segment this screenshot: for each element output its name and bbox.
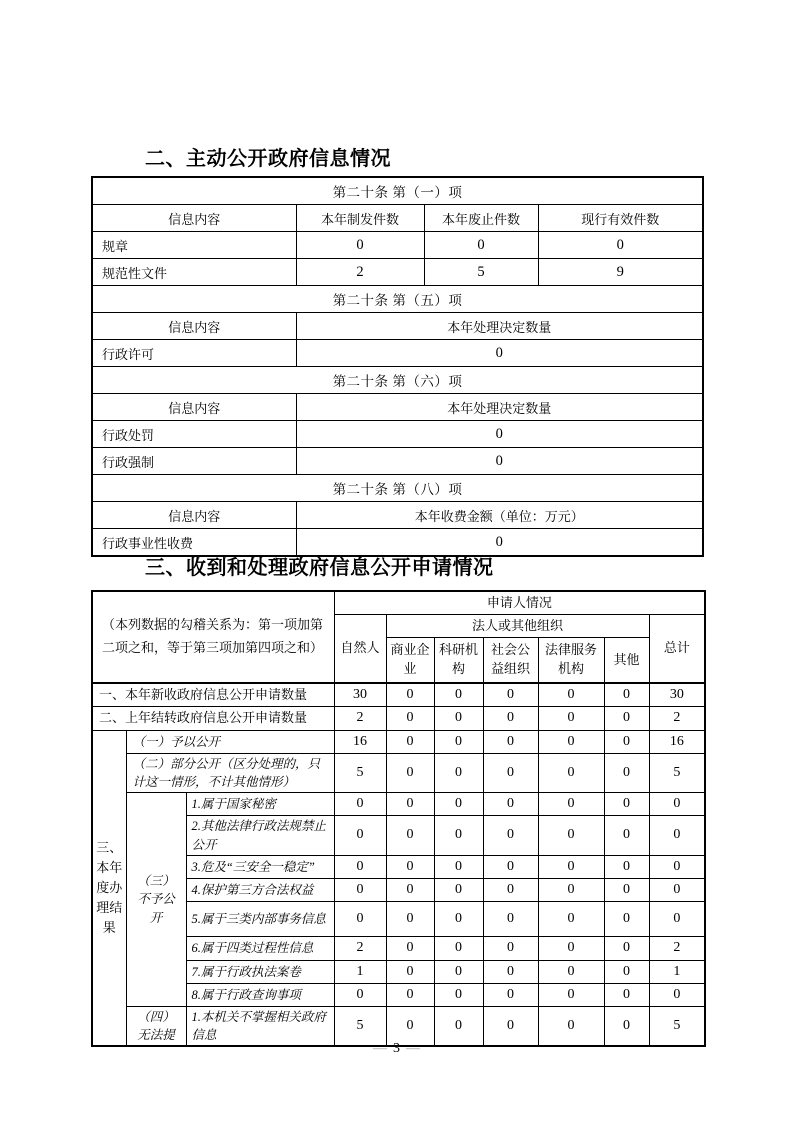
cell-value: 0 — [649, 983, 705, 1006]
cell-value: 0 — [434, 960, 483, 983]
cell-value: 0 — [434, 753, 483, 792]
cell-value: 0 — [649, 793, 705, 816]
cell-value: 0 — [386, 902, 434, 937]
cell-value: 0 — [538, 730, 604, 753]
row-label: （一）予以公开 — [126, 730, 334, 753]
section-header: 第二十条 第（一）项 — [92, 177, 703, 205]
cell-value: 2 — [334, 937, 386, 960]
column-header: 本年制发件数 — [296, 205, 424, 232]
column-header: 申请人情况 — [334, 591, 705, 615]
cell-value: 0 — [604, 816, 649, 855]
cell-value: 0 — [604, 855, 649, 878]
table-row — [92, 259, 703, 286]
reconciliation-note: （本列数据的勾稽关系为：第一项加第二项之和，等于第三项加第四项之和） — [92, 591, 334, 683]
column-header: 社会公益组织 — [483, 638, 538, 684]
cell-value: 0 — [483, 793, 538, 816]
page-number: 3 — [393, 1041, 400, 1056]
section-header: 第二十条 第（五）项 — [92, 286, 703, 313]
cell-value: 0 — [434, 816, 483, 855]
cell-value: 0 — [538, 816, 604, 855]
cell-value: 0 — [434, 878, 483, 901]
row-label: 1.属于国家秘密 — [186, 793, 334, 816]
cell-value: 0 — [334, 902, 386, 937]
row-label: 行政处罚 — [92, 421, 296, 448]
cell-value: 0 — [434, 902, 483, 937]
cell-value: 0 — [386, 753, 434, 792]
cell-value: 0 — [538, 1007, 604, 1047]
table-row — [92, 448, 703, 475]
cell-value: 0 — [483, 937, 538, 960]
cell-value: 0 — [424, 232, 538, 259]
cell-value: 1 — [649, 960, 705, 983]
column-header: 现行有效件数 — [538, 205, 703, 232]
cell-value: 0 — [604, 937, 649, 960]
cell-value: 1 — [334, 960, 386, 983]
row-label: 3.危及“三安全一稳定” — [186, 855, 334, 878]
cell-value: 0 — [296, 421, 703, 448]
column-header: 信息内容 — [92, 502, 296, 529]
cell-value: 0 — [483, 1007, 538, 1047]
cell-value: 0 — [649, 878, 705, 901]
cell-value: 0 — [538, 793, 604, 816]
row-group-label: （三）不予公开 — [126, 793, 186, 1007]
cell-value: 0 — [296, 529, 703, 557]
cell-value: 16 — [334, 730, 386, 753]
cell-value: 0 — [604, 960, 649, 983]
cell-value: 0 — [604, 730, 649, 753]
cell-value: 0 — [538, 902, 604, 937]
row-label: 二、上年结转政府信息公开申请数量 — [92, 707, 334, 730]
cell-value: 0 — [434, 730, 483, 753]
table-row — [92, 591, 705, 615]
table-row — [92, 177, 703, 205]
cell-value: 0 — [604, 753, 649, 792]
cell-value: 0 — [386, 878, 434, 901]
cell-value: 0 — [483, 960, 538, 983]
cell-value: 0 — [334, 793, 386, 816]
cell-value: 0 — [538, 753, 604, 792]
row-label: 行政许可 — [92, 340, 296, 367]
row-label: 2.其他法律行政法规禁止公开 — [186, 816, 334, 855]
section-header: 第二十条 第（六）项 — [92, 367, 703, 394]
cell-value: 0 — [434, 1007, 483, 1047]
row-label: 4.保护第三方合法权益 — [186, 878, 334, 901]
row-label: 6.属于四类过程性信息 — [186, 937, 334, 960]
cell-value: 0 — [483, 983, 538, 1006]
row-label: 行政强制 — [92, 448, 296, 475]
column-header: 总计 — [649, 615, 705, 684]
table-row — [92, 367, 703, 394]
cell-value: 0 — [434, 855, 483, 878]
cell-value: 0 — [296, 340, 703, 367]
cell-value: 0 — [334, 855, 386, 878]
cell-value: 0 — [386, 960, 434, 983]
cell-value: 0 — [386, 1007, 434, 1047]
cell-value: 5 — [334, 753, 386, 792]
cell-value: 0 — [434, 983, 483, 1006]
cell-value: 0 — [483, 753, 538, 792]
column-header: 其他 — [604, 638, 649, 684]
column-header: 商业企业 — [386, 638, 434, 684]
row-label: 1.本机关不掌握相关政府信息 — [186, 1007, 334, 1047]
footer-dash: — — [406, 1041, 420, 1056]
row-label: 7.属于行政执法案卷 — [186, 960, 334, 983]
cell-value: 5 — [649, 753, 705, 792]
cell-value: 0 — [296, 448, 703, 475]
cell-value: 0 — [538, 855, 604, 878]
cell-value: 0 — [604, 878, 649, 901]
cell-value: 0 — [386, 683, 434, 707]
cell-value: 0 — [334, 816, 386, 855]
cell-value: 0 — [649, 855, 705, 878]
section-header: 第二十条 第（八）项 — [92, 475, 703, 502]
cell-value: 0 — [434, 793, 483, 816]
row-label: 行政事业性收费 — [92, 529, 296, 557]
table-row — [92, 753, 705, 792]
table-row — [92, 683, 705, 707]
cell-value: 0 — [604, 683, 649, 707]
column-header: 法律服务机构 — [538, 638, 604, 684]
cell-value: 5 — [649, 1007, 705, 1047]
cell-value: 5 — [424, 259, 538, 286]
cell-value: 0 — [434, 683, 483, 707]
cell-value: 0 — [434, 937, 483, 960]
cell-value: 0 — [386, 730, 434, 753]
cell-value: 0 — [386, 793, 434, 816]
table-row — [92, 313, 703, 340]
cell-value: 0 — [604, 983, 649, 1006]
cell-value: 2 — [649, 937, 705, 960]
table-row — [92, 475, 703, 502]
cell-value: 0 — [483, 730, 538, 753]
cell-value: 16 — [649, 730, 705, 753]
cell-value: 0 — [334, 983, 386, 1006]
row-label: （二）部分公开（区分处理的，只计这一情形，不计其他情形） — [126, 753, 334, 792]
cell-value: 0 — [386, 855, 434, 878]
column-header: 本年处理决定数量 — [296, 313, 703, 340]
row-group-label: （四）无法提 — [126, 1007, 186, 1047]
column-header: 本年收费金额（单位：万元） — [296, 502, 703, 529]
cell-value: 0 — [386, 707, 434, 730]
cell-value: 0 — [334, 878, 386, 901]
cell-value: 0 — [604, 793, 649, 816]
column-header: 法人或其他组织 — [386, 615, 649, 638]
page-footer — [0, 1041, 793, 1057]
cell-value: 30 — [334, 683, 386, 707]
table-row — [92, 421, 703, 448]
cell-value: 0 — [296, 232, 424, 259]
table-row — [92, 232, 703, 259]
cell-value: 0 — [483, 816, 538, 855]
table-row — [92, 793, 705, 816]
cell-value: 0 — [538, 707, 604, 730]
table-row — [92, 730, 705, 753]
table-row — [92, 286, 703, 313]
table-row — [92, 502, 703, 529]
footer-dash: — — [373, 1041, 387, 1056]
cell-value: 0 — [538, 232, 703, 259]
cell-value: 2 — [649, 707, 705, 730]
table-row — [92, 205, 703, 232]
cell-value: 2 — [296, 259, 424, 286]
table-row — [92, 707, 705, 730]
table-application-handling — [91, 590, 706, 1047]
cell-value: 0 — [538, 983, 604, 1006]
column-header: 自然人 — [334, 615, 386, 684]
row-label: 规范性文件 — [92, 259, 296, 286]
cell-value: 0 — [434, 707, 483, 730]
column-header: 信息内容 — [92, 205, 296, 232]
column-header: 本年废止件数 — [424, 205, 538, 232]
cell-value: 0 — [386, 937, 434, 960]
cell-value: 0 — [483, 902, 538, 937]
row-label: 8.属于行政查询事项 — [186, 983, 334, 1006]
cell-value: 0 — [483, 707, 538, 730]
column-header: 科研机构 — [434, 638, 483, 684]
cell-value: 0 — [538, 960, 604, 983]
cell-value: 0 — [386, 983, 434, 1006]
cell-value: 0 — [604, 707, 649, 730]
cell-value: 0 — [538, 878, 604, 901]
section-2-title: 二、主动公开政府信息情况 — [145, 148, 391, 170]
cell-value: 9 — [538, 259, 703, 286]
cell-value: 0 — [604, 1007, 649, 1047]
section-3-title: 三、收到和处理政府信息公开申请情况 — [145, 557, 494, 579]
cell-value: 0 — [483, 683, 538, 707]
row-group-label: 三、本年度办理结果 — [92, 730, 126, 1046]
row-label: 一、本年新收政府信息公开申请数量 — [92, 683, 334, 707]
column-header: 信息内容 — [92, 394, 296, 421]
column-header: 本年处理决定数量 — [296, 394, 703, 421]
cell-value: 5 — [334, 1007, 386, 1047]
cell-value: 2 — [334, 707, 386, 730]
cell-value: 0 — [483, 855, 538, 878]
column-header: 信息内容 — [92, 313, 296, 340]
cell-value: 0 — [604, 902, 649, 937]
cell-value: 0 — [386, 816, 434, 855]
cell-value: 0 — [538, 683, 604, 707]
cell-value: 0 — [538, 937, 604, 960]
row-label: 5.属于三类内部事务信息 — [186, 902, 334, 937]
cell-value: 0 — [483, 878, 538, 901]
cell-value: 0 — [649, 902, 705, 937]
table-active-disclosure — [91, 176, 704, 557]
cell-value: 0 — [649, 816, 705, 855]
cell-value: 30 — [649, 683, 705, 707]
table-row — [92, 340, 703, 367]
table-row — [92, 394, 703, 421]
row-label: 规章 — [92, 232, 296, 259]
